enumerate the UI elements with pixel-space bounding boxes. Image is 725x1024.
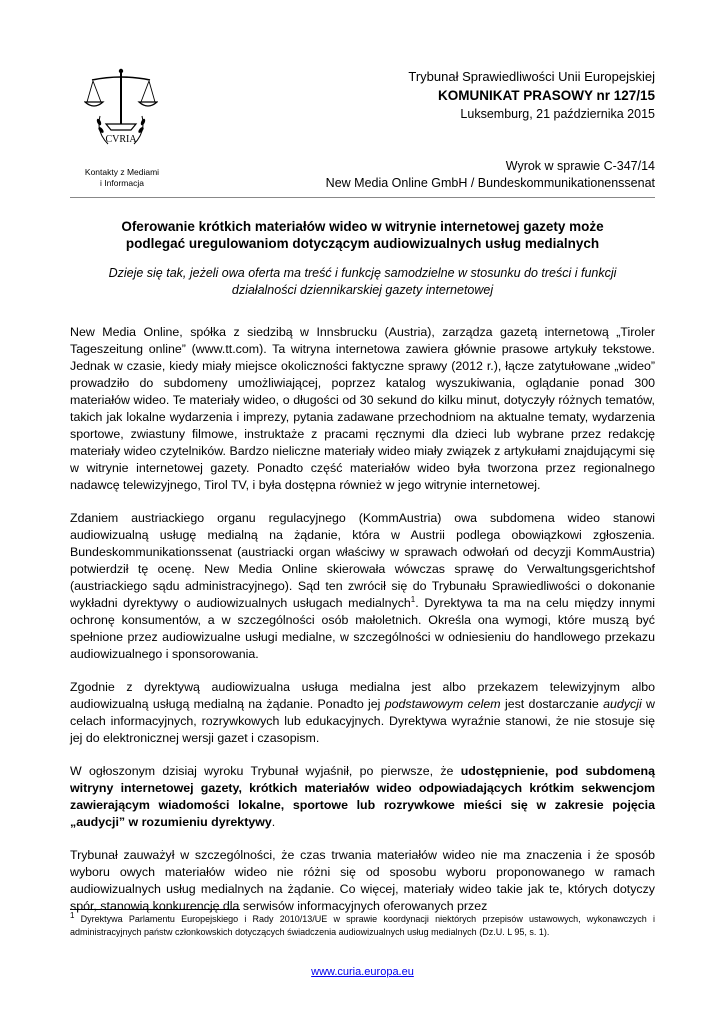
footnote-ref[interactable]: 1: [410, 594, 416, 604]
paragraph-4: W ogłoszonym dzisiaj wyroku Trybunał wyjaśnił, po pierwsze, że udostępnienie, pod subdomeną witryny internetowej gazety, krótkich materiałów wideo odpowiadających krótkim sekwencjom zawierającym wiadomości lokalne, sportowe lub rozrywkowe mieści się w zakresie pojęcia „audycji” w rozumieniu dyrektywy.: [70, 764, 655, 829]
paragraph-1: New Media Online, spółka z siedzibą w Innsbrucku (Austria), zarządza gazetą internetową „Tiroler Tageszeitung online” (www.tt.com). Ta witryna internetowa zawiera głównie prasowe artykuły tekstowe. Jednak w czasie, kiedy miały miejsce okoliczności faktyczne sprawy (2012 r.), łącze zatytułowane „wideo” prowadziło do subdomeny umożliwiającej, poprzez katalog wyszukiwania, oglądanie ponad 300 materiałów wideo. Te materiały wideo, o długości od 30 sekund do kilku minut, dotyczyły różnych tematów, takich jak lokalne wydarzenia i imprezy, pytania zadawane przechodniom na aktualne tematy, wydarzenia sportowe, zwiastuny filmowe, instruktaże z pracami ręcznymi dla dzieci lub wybrane przez redakcję materiały wideo czytelników. Bardzo nieliczne materiały wideo miały związek z artykułami znajdującymi się w witrynie internetowej gazety. Ponadto część materiałów wideo była tworzona przez regionalnego nadawcę telewizyjnego, Tirol TV, i była dostępna również w jego witrynie internetowej.: [70, 325, 655, 492]
scales-of-justice-icon: [84, 66, 158, 156]
press-release-number: KOMUNIKAT PRASOWY nr 127/15: [437, 88, 655, 103]
case-number: Wyrok w sprawie C-347/14: [505, 159, 655, 173]
media-contacts-label: Kontakty z Mediami i Informacja: [84, 167, 160, 188]
page-subtitle: Dzieje się tak, jeżeli owa oferta ma treść i funkcję samodzielne w stosunku do treści i funkcji działalności dziennikarskiej gazety internetowej: [108, 266, 617, 297]
press-header: [408, 68, 655, 123]
case-parties: New Media Online GmbH / Bundeskommunikationenssenat: [325, 176, 655, 190]
paragraph-3: Zgodnie z dyrektywą audiowizualna usługa medialna jest albo przekazem telewizyjnym albo audiowizualną usługą medialną na żądanie. Ponadto jej podstawowym celem jest dostarczanie audycji w celach informacyjnych, rozrywkowych lub edukacyjnych. Dyrektywa wyraźnie stanowi, że nie stosuje się jej do elektronicznej wersji gazet i czasopism.: [70, 680, 655, 745]
footer: [0, 966, 725, 978]
paragraph-2: Zdaniem austriackiego organu regulacyjnego (KommAustria) owa subdomena wideo stanowi audiowizualną usługę medialną na żądanie, która w Austrii podlega obowiązkowi zgłoszenia. Bundeskommunikationssenat (austriacki organ właściwy w sprawach odwołań od decyzji KommAustria) potwierdził tę ocenę. New Media Online skierowała wówczas sprawę do Verwaltungsgerichtshof (austriackiego sądu administracyjnego). Sąd ten zwrócił się do Trybunału Sprawiedliwości o dokonanie wykładni dyrektywy o audiowizualnych usługach medialnych$^1$. Dyrektywa ta ma na celu między innymi ochronę konsumentów, a w szczególności osób małoletnich. Określa ona wymogi, które muszą być spełnione przez audiowizualne usługi medialne, w szczególności w odniesieniu do handlowego przekazu audiowizualnego i sponsorowania.: [70, 511, 655, 661]
article-body: [70, 324, 655, 931]
press-release-date: Luksemburg, 21 października 2015: [460, 107, 655, 121]
footnote-divider: [70, 909, 240, 910]
court-name: Trybunał Sprawiedliwości Unii Europejskiej: [408, 69, 655, 84]
judgment-reference: [326, 158, 655, 192]
page-title: Oferowanie krótkich materiałów wideo w witrynie internetowej gazety może podlegać uregulowaniom dotyczącym audiowizualnych usług medialnych: [121, 219, 604, 251]
logo-word: CVRIA: [105, 134, 137, 145]
curia-website-link[interactable]: www.curia.europa.eu: [311, 966, 414, 978]
paragraph-5: Trybunał zauważył w szczególności, że czas trwania materiałów wideo nie ma znaczenia i że sposób wyboru owych materiałów wideo nie różni się od sposobu wyboru proponowanego w ramach audiowizualnych usług medialnych na żądanie. Co więcej, materiały wideo takie jak te, których dotyczy spór, stanowią konkurencję dla serwisów informacyjnych oferowanych przez: [70, 848, 655, 913]
footnote: $^1$ Dyrektywa Parlamentu Europejskiego i Rady 2010/13/UE w sprawie koordynacji niektórych przepisów ustawowych, wykonawczych i administracyjnych państw członkowskich dotyczących świadczenia audiowizualnych usług medialnych (Dz.U. L 95, s. 1).: [70, 911, 655, 937]
header-divider: [70, 197, 655, 198]
